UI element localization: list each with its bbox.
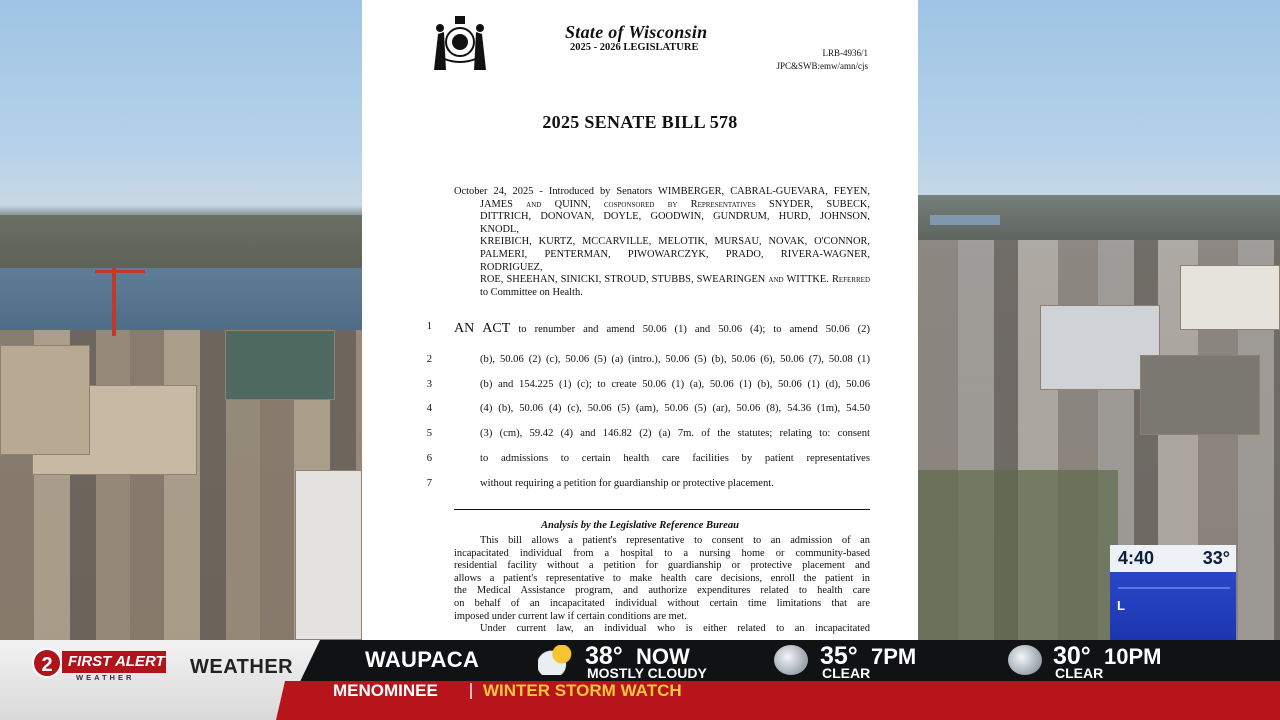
partly-cloudy-icon <box>538 645 572 675</box>
alert-bar <box>320 681 1280 720</box>
building <box>1140 355 1260 435</box>
building <box>1180 265 1280 330</box>
seven-pm-condition: CLEAR <box>822 665 871 681</box>
analysis-line: on behalf of an incapacitated individual without certain time limitations that are <box>454 597 870 609</box>
line-number: 6 <box>426 453 432 464</box>
moon-clear-icon <box>1008 645 1042 675</box>
line-number: 5 <box>426 428 432 439</box>
lake-right <box>930 215 1000 225</box>
header-legislature: 2025 - 2026 LEGISLATURE <box>570 42 699 53</box>
park-area <box>918 470 1118 640</box>
bill-title: 2025 SENATE BILL 578 <box>542 112 738 132</box>
analysis-paragraph <box>454 535 870 636</box>
act-text: without requiring a petition for guardianship or protective placement. <box>480 478 774 489</box>
intro-line: PALMERI, PENTERMAN, PIWOWARCZYK, PRADO, RIVERA-WAGNER, RODRIGUEZ, <box>480 248 870 273</box>
ten-pm-condition: CLEAR <box>1055 665 1104 681</box>
header-state: State of Wisconsin <box>565 22 708 42</box>
intro-line: DITTRICH, DONOVAN, DOYLE, GOODWIN, GUNDRUM, HURD, JOHNSON, KNODL, <box>480 211 870 235</box>
intro-line: to Committee on Health. <box>480 286 583 298</box>
moon-clear-icon <box>774 645 808 675</box>
intro-line: October 24, 2025 - Introduced by Senators WIMBERGER, CABRAL-GUEVARA, FEYEN, <box>454 186 870 197</box>
weather-section-label: WEATHER <box>190 656 294 678</box>
alert-text: WINTER STORM WATCH <box>483 681 682 700</box>
line-number: 3 <box>426 379 432 390</box>
analysis-line: the Medical Assistance program, and authorize expenditures related to health care <box>454 585 870 597</box>
wisconsin-seal-icon <box>428 12 492 74</box>
analysis-line: allows a patient's representative to make health care decisions, enroll the patient in <box>454 572 870 584</box>
capitol-building <box>295 470 362 640</box>
bill-document <box>362 0 918 640</box>
widget-panel <box>1110 572 1236 640</box>
analysis-line: incapacitated individual from a hospital to a nursing home or community-based <box>454 547 870 559</box>
analysis-line: imposed under current law if certain conditions are met. <box>454 610 687 622</box>
analysis-line: residential facility without a petition for guardianship or protective placement and <box>454 560 870 572</box>
an-act-label: AN ACT <box>454 321 511 336</box>
analysis-line: Under current law, an individual who is either related to an incapacitated <box>480 623 870 635</box>
act-text: (b), 50.06 (2) (c), 50.06 (5) (a) (intro.), 50.06 (5) (b), 50.06 (6), 50.06 (7), 50.08 (1) <box>480 354 870 365</box>
alert-separator <box>470 683 472 699</box>
far-shoreline-left <box>0 215 362 270</box>
intro-line: ROE, SHEEHAN, SINICKI, STROUD, STUBBS, SWEARINGEN and WITTKE. Referred <box>480 274 870 286</box>
intro-line: JAMES and QUINN, cosponsored by Representatives SNYDER, SUBECK, <box>480 198 870 210</box>
line-number: 4 <box>426 403 432 414</box>
line-number: 7 <box>426 478 432 489</box>
intro-line: KREIBICH, KURTZ, MCCARVILLE, MELOTIK, MURSAU, NOVAK, O'CONNOR, <box>480 236 870 248</box>
header-lrb-number: LRB-4936/1 <box>822 48 868 58</box>
act-text: (3) (cm), 59.42 (4) and 146.82 (2) (a) 7m. of the statutes; relating to: consent <box>480 428 870 439</box>
logo-weather-sub: WEATHER <box>76 673 135 682</box>
current-time: 4:40 <box>1118 548 1155 568</box>
line-number: 1 <box>426 321 432 332</box>
building <box>0 345 90 455</box>
header-drafters: JPC&SWB:emw/amn/cjs <box>776 61 868 71</box>
widget-line <box>1118 587 1230 589</box>
act-text: to admissions to certain health care facilities by patient representatives <box>480 453 870 464</box>
forecast-city: WAUPACA <box>365 647 480 672</box>
widget-flag: L <box>1117 598 1125 613</box>
now-label: NOW <box>636 644 690 669</box>
act-text: to renumber and amend 50.06 (1) and 50.06 (4); to amend 50.06 (2) <box>518 324 871 335</box>
time-temp-widget <box>1110 545 1236 640</box>
first-alert-logo: FIRST ALERT <box>62 651 166 673</box>
line-number: 2 <box>426 354 432 365</box>
act-text: (4) (b), 50.06 (4) (c), 50.06 (5) (am), 50.06 (5) (ar), 50.06 (8), 54.36 (1m), 54.50 <box>480 403 870 414</box>
seven-pm-label: 7PM <box>871 644 917 669</box>
current-temp: 33° <box>1202 548 1230 568</box>
act-text: (b) and 154.225 (1) (c); to create 50.06 (1) (a), 50.06 (1) (b), 50.06 (1) (d), 50.06 <box>480 379 870 390</box>
ten-pm-label: 10PM <box>1104 644 1162 669</box>
introduction-paragraph <box>454 186 870 299</box>
building <box>225 330 335 400</box>
crane <box>112 268 116 336</box>
crane-arm <box>95 270 145 273</box>
alert-city: MENOMINEE <box>333 681 438 700</box>
now-condition: MOSTLY CLOUDY <box>587 665 707 681</box>
seven-pm-temp: 35° <box>820 642 858 670</box>
now-temp: 38° <box>585 642 623 670</box>
station-number-logo: 2 <box>32 648 62 678</box>
divider <box>454 509 870 510</box>
analysis-heading: Analysis by the Legislative Reference Bureau <box>540 520 740 531</box>
analysis-line: This bill allows a patient's representative to consent to an admission of an <box>480 535 870 546</box>
ten-pm-temp: 30° <box>1053 642 1091 670</box>
lake-left <box>0 268 362 330</box>
